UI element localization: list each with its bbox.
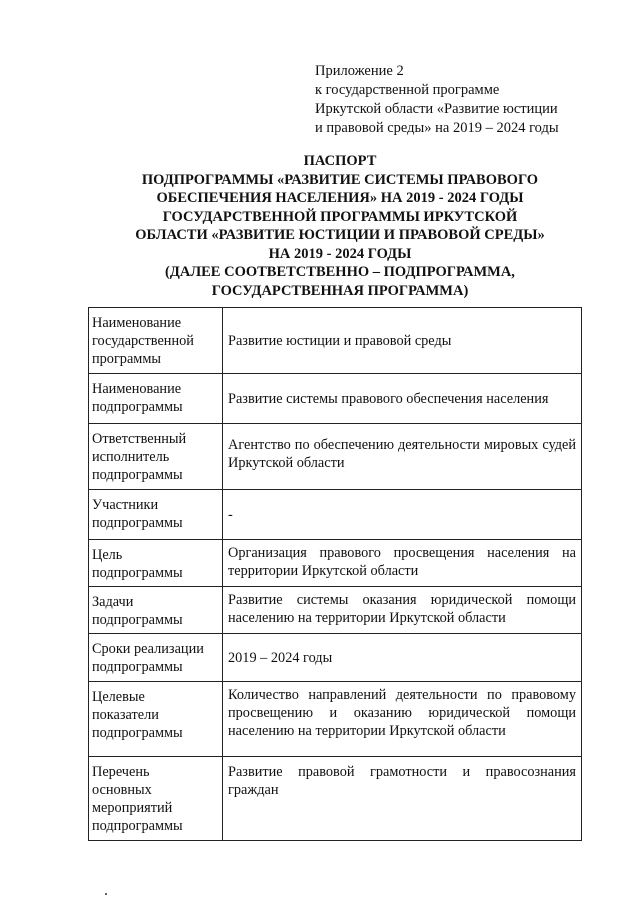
row-label bbox=[89, 308, 223, 374]
label-line: Участники bbox=[92, 497, 159, 513]
label-line: подпрограммы bbox=[92, 515, 183, 531]
label-line: Наименование bbox=[92, 315, 182, 331]
table-row bbox=[89, 490, 582, 540]
row-label bbox=[89, 374, 223, 424]
title-line: ПАСПОРТ bbox=[303, 153, 377, 169]
label-line: подпрограммы bbox=[92, 399, 183, 415]
row-label bbox=[89, 634, 223, 682]
row-label bbox=[89, 682, 223, 757]
label-line: государственной bbox=[92, 333, 194, 349]
table-row bbox=[89, 424, 582, 490]
appendix-note bbox=[315, 62, 615, 138]
appendix-line: и правовой среды» на 2019 – 2024 годы bbox=[315, 120, 559, 136]
row-value: Развитие правовой грамотности и правосознания граждан bbox=[223, 757, 582, 841]
passport-table bbox=[88, 307, 582, 841]
row-value: Количество направлений деятельности по правовому просвещению и оказанию юридической помощи населению на территории Иркутской области bbox=[223, 682, 582, 757]
table-row bbox=[89, 308, 582, 374]
label-line: подпрограммы bbox=[92, 467, 183, 483]
label-line: исполнитель bbox=[92, 449, 170, 465]
label-line: подпрограммы bbox=[92, 565, 183, 581]
label-line: подпрограммы bbox=[92, 818, 183, 834]
row-label bbox=[89, 490, 223, 540]
label-line: Задачи bbox=[92, 594, 134, 610]
title-line: ГОСУДАРСТВЕННАЯ ПРОГРАММА) bbox=[211, 282, 469, 299]
label-line: Перечень bbox=[92, 764, 150, 780]
label-line: Целевые bbox=[92, 689, 145, 705]
table-row bbox=[89, 682, 582, 757]
scan-speck bbox=[105, 893, 107, 895]
label-line: подпрограммы bbox=[92, 659, 183, 675]
row-label bbox=[89, 757, 223, 841]
row-label bbox=[89, 424, 223, 490]
row-value: Организация правового просвещения населения на территории Иркутской области bbox=[223, 540, 582, 587]
table-row bbox=[89, 374, 582, 424]
label-line: Наименование bbox=[92, 381, 182, 397]
row-label bbox=[89, 540, 223, 587]
table-row bbox=[89, 757, 582, 841]
title-line: ОБЕСПЕЧЕНИЯ НАСЕЛЕНИЯ» НА 2019 - 2024 ГОДЫ bbox=[156, 190, 524, 206]
table-row bbox=[89, 634, 582, 682]
title-line: ГОСУДАРСТВЕННОЙ ПРОГРАММЫ ИРКУТСКОЙ bbox=[162, 208, 518, 225]
row-value: Развитие системы правового обеспечения населения bbox=[223, 374, 582, 424]
label-line: Цель bbox=[92, 547, 123, 563]
title-line: ОБЛАСТИ «РАЗВИТИЕ ЮСТИЦИИ И ПРАВОВОЙ СРЕДЫ» bbox=[135, 227, 545, 243]
appendix-line: к государственной программе bbox=[315, 82, 500, 98]
label-line: Сроки реализации bbox=[92, 641, 204, 657]
label-line: подпрограммы bbox=[92, 725, 183, 741]
title-line: НА 2019 - 2024 ГОДЫ bbox=[268, 245, 412, 262]
row-value: Агентство по обеспечению деятельности мировых судей Иркутской области bbox=[223, 424, 582, 490]
label-line: основных bbox=[92, 782, 152, 798]
document-title bbox=[80, 152, 600, 300]
label-line: показатели bbox=[92, 707, 159, 723]
label-line: Ответственный bbox=[92, 431, 187, 447]
row-value: Развитие системы оказания юридической помощи населению на территории Иркутской области bbox=[223, 587, 582, 634]
label-line: программы bbox=[92, 351, 162, 367]
title-line: (ДАЛЕЕ СООТВЕТСТВЕННО – ПОДПРОГРАММА, bbox=[165, 264, 515, 280]
label-line: мероприятий bbox=[92, 800, 173, 816]
row-label bbox=[89, 587, 223, 634]
title-line: ПОДПРОГРАММЫ «РАЗВИТИЕ СИСТЕМЫ ПРАВОВОГО bbox=[141, 171, 539, 188]
table-row bbox=[89, 587, 582, 634]
appendix-line: Иркутской области «Развитие юстиции bbox=[315, 101, 558, 117]
label-line: подпрограммы bbox=[92, 612, 183, 628]
row-value: Развитие юстиции и правовой среды bbox=[223, 308, 582, 374]
table-row bbox=[89, 540, 582, 587]
appendix-line: Приложение 2 bbox=[315, 63, 404, 79]
row-value: - bbox=[223, 490, 582, 540]
row-value: 2019 – 2024 годы bbox=[223, 634, 582, 682]
